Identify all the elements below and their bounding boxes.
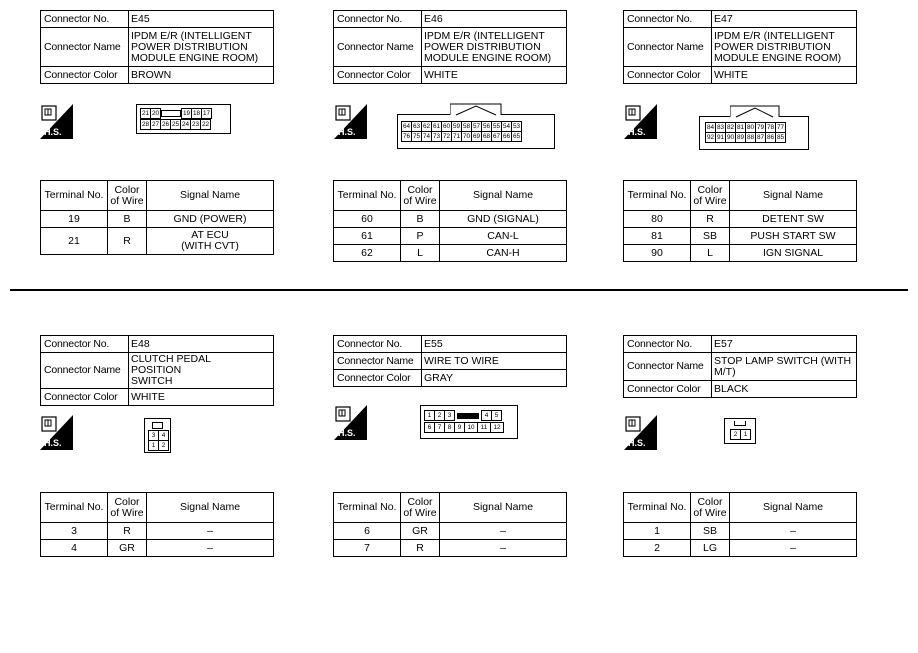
signal-cell: – bbox=[147, 523, 274, 540]
signal-name-header: Signal Name bbox=[730, 493, 857, 523]
pin: 59 bbox=[452, 123, 461, 130]
pin: 77 bbox=[776, 124, 785, 131]
pin: 90 bbox=[726, 134, 735, 141]
connector-name-label: Connector Name bbox=[41, 28, 129, 67]
signal-cell: – bbox=[730, 523, 857, 540]
terminal-no-header: Terminal No. bbox=[41, 493, 108, 523]
svg-text:H.S.: H.S. bbox=[628, 438, 646, 448]
connector-no-label: Connector No. bbox=[624, 336, 712, 353]
pin: 69 bbox=[472, 133, 481, 140]
connector-latch bbox=[152, 422, 163, 429]
table-row bbox=[624, 228, 857, 245]
wire-color-header: Color of Wire bbox=[691, 493, 730, 523]
table-row bbox=[41, 540, 274, 557]
harness-side-icon bbox=[40, 104, 73, 139]
signal-cell: – bbox=[440, 540, 567, 557]
connector-face-e48 bbox=[144, 418, 171, 453]
harness-side-icon bbox=[40, 415, 73, 450]
pin: 56 bbox=[482, 123, 491, 130]
signal-cell: CAN-H bbox=[440, 245, 567, 262]
pin: 76 bbox=[402, 133, 411, 140]
pin: 75 bbox=[412, 133, 421, 140]
connector-color-label: Connector Color bbox=[334, 67, 422, 84]
connector-name-value: STOP LAMP SWITCH (WITH M/T) bbox=[712, 353, 857, 381]
pin: 81 bbox=[736, 124, 745, 131]
pin-gap bbox=[161, 109, 182, 119]
connector-no-value: E45 bbox=[129, 11, 274, 28]
connector-info-table bbox=[333, 335, 567, 387]
pin: 3 bbox=[149, 431, 159, 441]
table-row bbox=[624, 245, 857, 262]
pin: 25 bbox=[171, 121, 180, 128]
connector-no-label: Connector No. bbox=[624, 11, 712, 28]
table-row bbox=[624, 523, 857, 540]
signal-cell: IGN SIGNAL bbox=[730, 245, 857, 262]
signal-table-e45 bbox=[40, 180, 274, 255]
pin: 91 bbox=[716, 134, 725, 141]
pin: 55 bbox=[492, 123, 501, 130]
connector-info-table bbox=[333, 10, 567, 84]
pin: 72 bbox=[442, 133, 451, 140]
connector-name-label: Connector Name bbox=[624, 28, 712, 67]
pin-grid bbox=[730, 429, 751, 440]
pin: 1 bbox=[741, 430, 751, 440]
terminal-no-header: Terminal No. bbox=[334, 493, 401, 523]
pin-grid bbox=[401, 121, 522, 142]
connector-no-value: E47 bbox=[712, 11, 857, 28]
signal-name-header: Signal Name bbox=[147, 181, 274, 211]
harness-side-icon bbox=[334, 104, 367, 139]
pin: 12 bbox=[491, 423, 504, 433]
connector-face-e47 bbox=[699, 116, 809, 150]
signal-name-header: Signal Name bbox=[730, 181, 857, 211]
connector-block-e45 bbox=[40, 10, 276, 84]
pin: 73 bbox=[432, 133, 441, 140]
connector-latch bbox=[730, 105, 780, 118]
signal-name-header: Signal Name bbox=[147, 493, 274, 523]
pin: 83 bbox=[716, 124, 725, 131]
svg-text:H.S.: H.S. bbox=[338, 428, 356, 438]
svg-text:H.S.: H.S. bbox=[44, 438, 62, 448]
terminal-cell: 90 bbox=[624, 245, 691, 262]
wire-color-header: Color of Wire bbox=[108, 493, 147, 523]
signal-cell: GND (POWER) bbox=[147, 211, 274, 228]
pin: 20 bbox=[151, 110, 160, 117]
harness-side-icon bbox=[624, 104, 657, 139]
pin: 85 bbox=[776, 134, 785, 141]
connector-color-value: WHITE bbox=[422, 67, 567, 84]
connector-color-value: BROWN bbox=[129, 67, 274, 84]
pin-grid bbox=[424, 422, 504, 433]
wire-cell: R bbox=[108, 228, 147, 255]
connector-color-label: Connector Color bbox=[624, 381, 712, 398]
connector-name-label: Connector Name bbox=[334, 353, 422, 370]
terminal-cell: 3 bbox=[41, 523, 108, 540]
connector-info-table bbox=[623, 10, 857, 84]
signal-table-e57 bbox=[623, 492, 857, 557]
terminal-no-header: Terminal No. bbox=[41, 181, 108, 211]
connector-info-table bbox=[40, 335, 274, 406]
terminal-cell: 81 bbox=[624, 228, 691, 245]
wire-cell: SB bbox=[691, 228, 730, 245]
signal-name-header: Signal Name bbox=[440, 181, 567, 211]
connector-block-e55 bbox=[333, 335, 569, 387]
pin: 6 bbox=[425, 423, 435, 433]
pin: 27 bbox=[151, 121, 160, 128]
connector-name-value: WIRE TO WIRE bbox=[422, 353, 567, 370]
svg-text:H.S.: H.S. bbox=[44, 127, 62, 137]
wire-cell: B bbox=[401, 211, 440, 228]
pin: 17 bbox=[202, 110, 211, 117]
connector-face-e55 bbox=[420, 405, 518, 439]
signal-cell: GND (SIGNAL) bbox=[440, 211, 567, 228]
wire-cell: SB bbox=[691, 523, 730, 540]
wire-cell: P bbox=[401, 228, 440, 245]
table-row bbox=[334, 523, 567, 540]
connector-block-e47 bbox=[623, 10, 859, 84]
terminal-cell: 19 bbox=[41, 211, 108, 228]
wire-cell: R bbox=[401, 540, 440, 557]
connector-name-value: IPDM E/R (INTELLIGENT POWER DISTRIBUTION MODULE ENGINE ROOM) bbox=[129, 28, 274, 67]
connector-block-e48 bbox=[40, 335, 276, 406]
connector-color-value: WHITE bbox=[129, 389, 274, 406]
pin: 82 bbox=[726, 124, 735, 131]
wire-color-header: Color of Wire bbox=[401, 181, 440, 211]
pin: 86 bbox=[766, 134, 775, 141]
wire-color-header: Color of Wire bbox=[108, 181, 147, 211]
pin: 89 bbox=[736, 134, 745, 141]
pin: 54 bbox=[502, 123, 511, 130]
connector-color-value: WHITE bbox=[712, 67, 857, 84]
connector-face-e45 bbox=[136, 104, 231, 134]
connector-name-value: IPDM E/R (INTELLIGENT POWER DISTRIBUTION MODULE ENGINE ROOM) bbox=[422, 28, 567, 67]
signal-cell: CAN-L bbox=[440, 228, 567, 245]
pin-grid bbox=[705, 122, 786, 143]
signal-name-header: Signal Name bbox=[440, 493, 567, 523]
signal-cell: – bbox=[440, 523, 567, 540]
pin: 66 bbox=[502, 133, 511, 140]
pin: 22 bbox=[201, 121, 210, 128]
signal-cell: PUSH START SW bbox=[730, 228, 857, 245]
wire-cell: LG bbox=[691, 540, 730, 557]
terminal-cell: 60 bbox=[334, 211, 401, 228]
terminal-cell: 62 bbox=[334, 245, 401, 262]
wire-color-header: Color of Wire bbox=[401, 493, 440, 523]
pin: 84 bbox=[706, 124, 715, 131]
pin: 5 bbox=[492, 411, 502, 421]
table-row bbox=[624, 211, 857, 228]
pin: 57 bbox=[472, 123, 481, 130]
connector-name-label: Connector Name bbox=[41, 353, 129, 389]
terminal-cell: 2 bbox=[624, 540, 691, 557]
connector-name-label: Connector Name bbox=[334, 28, 422, 67]
connector-color-value: BLACK bbox=[712, 381, 857, 398]
pin: 24 bbox=[181, 121, 190, 128]
pin: 92 bbox=[706, 134, 715, 141]
wire-cell: B bbox=[108, 211, 147, 228]
pin: 70 bbox=[462, 133, 471, 140]
pin: 21 bbox=[141, 110, 150, 117]
pin: 62 bbox=[422, 123, 431, 130]
pin-grid bbox=[148, 430, 169, 451]
terminal-no-header: Terminal No. bbox=[334, 181, 401, 211]
pin: 78 bbox=[766, 124, 775, 131]
pin: 1 bbox=[425, 411, 435, 421]
pin: 4 bbox=[159, 431, 169, 441]
signal-cell: – bbox=[147, 540, 274, 557]
terminal-cell: 7 bbox=[334, 540, 401, 557]
pin: 74 bbox=[422, 133, 431, 140]
pin: 19 bbox=[182, 110, 191, 117]
connector-no-value: E57 bbox=[712, 336, 857, 353]
terminal-cell: 61 bbox=[334, 228, 401, 245]
connector-latch bbox=[450, 103, 502, 116]
table-row bbox=[334, 540, 567, 557]
table-row bbox=[41, 523, 274, 540]
signal-table-e48 bbox=[40, 492, 274, 557]
pin: 80 bbox=[746, 124, 755, 131]
terminal-cell: 21 bbox=[41, 228, 108, 255]
connector-color-label: Connector Color bbox=[41, 67, 129, 84]
wire-cell: GR bbox=[108, 540, 147, 557]
signal-table-e55 bbox=[333, 492, 567, 557]
connector-color-label: Connector Color bbox=[334, 370, 422, 387]
pin: 64 bbox=[402, 123, 411, 130]
wire-cell: R bbox=[108, 523, 147, 540]
connector-no-label: Connector No. bbox=[334, 336, 422, 353]
signal-cell: – bbox=[730, 540, 857, 557]
connector-name-label: Connector Name bbox=[624, 353, 712, 381]
wire-cell: L bbox=[691, 245, 730, 262]
pin: 1 bbox=[149, 441, 159, 451]
terminal-no-header: Terminal No. bbox=[624, 493, 691, 523]
connector-block-e57 bbox=[623, 335, 859, 398]
signal-table-e47 bbox=[623, 180, 857, 262]
pin: 9 bbox=[455, 423, 465, 433]
terminal-cell: 1 bbox=[624, 523, 691, 540]
signal-cell: DETENT SW bbox=[730, 211, 857, 228]
pin: 8 bbox=[445, 423, 455, 433]
signal-cell: AT ECU (WITH CVT) bbox=[147, 228, 274, 255]
harness-side-icon bbox=[334, 405, 367, 440]
terminal-cell: 80 bbox=[624, 211, 691, 228]
pin-grid bbox=[140, 119, 211, 130]
pin: 58 bbox=[462, 123, 471, 130]
pin: 2 bbox=[731, 430, 741, 440]
pin: 63 bbox=[412, 123, 421, 130]
pin: 2 bbox=[159, 441, 169, 451]
connector-face-e57 bbox=[724, 418, 756, 444]
pin: 28 bbox=[141, 121, 150, 128]
connector-latch bbox=[734, 421, 746, 426]
connector-no-value: E48 bbox=[129, 336, 274, 353]
pin-grid bbox=[424, 410, 502, 421]
connector-color-label: Connector Color bbox=[624, 67, 712, 84]
pin: 61 bbox=[432, 123, 441, 130]
pin: 23 bbox=[191, 121, 200, 128]
pin: 26 bbox=[161, 121, 170, 128]
connector-no-value: E55 bbox=[422, 336, 567, 353]
pin: 7 bbox=[435, 423, 445, 433]
terminal-cell: 4 bbox=[41, 540, 108, 557]
pin: 10 bbox=[465, 423, 478, 433]
connector-face-e46 bbox=[397, 114, 555, 149]
table-row bbox=[334, 245, 567, 262]
table-row bbox=[624, 540, 857, 557]
pin: 4 bbox=[482, 411, 492, 421]
table-row bbox=[334, 211, 567, 228]
terminal-cell: 6 bbox=[334, 523, 401, 540]
pin: 3 bbox=[445, 411, 455, 421]
table-row bbox=[334, 228, 567, 245]
connector-name-value: IPDM E/R (INTELLIGENT POWER DISTRIBUTION MODULE ENGINE ROOM) bbox=[712, 28, 857, 67]
pin: 18 bbox=[192, 110, 201, 117]
pin: 11 bbox=[478, 423, 491, 433]
connector-no-label: Connector No. bbox=[41, 336, 129, 353]
svg-text:H.S.: H.S. bbox=[628, 127, 646, 137]
connector-no-value: E46 bbox=[422, 11, 567, 28]
pin-key bbox=[455, 411, 482, 421]
pin: 65 bbox=[512, 133, 521, 140]
wire-cell: R bbox=[691, 211, 730, 228]
section-divider bbox=[10, 289, 908, 291]
wire-color-header: Color of Wire bbox=[691, 181, 730, 211]
connector-name-value: CLUTCH PEDAL POSITION SWITCH bbox=[129, 353, 274, 389]
harness-side-icon bbox=[624, 415, 657, 450]
connector-info-table bbox=[40, 10, 274, 84]
svg-text:H.S.: H.S. bbox=[338, 127, 356, 137]
terminal-no-header: Terminal No. bbox=[624, 181, 691, 211]
pin: 71 bbox=[452, 133, 461, 140]
pin: 60 bbox=[442, 123, 451, 130]
wire-cell: GR bbox=[401, 523, 440, 540]
connector-no-label: Connector No. bbox=[41, 11, 129, 28]
wire-cell: L bbox=[401, 245, 440, 262]
pin: 68 bbox=[482, 133, 491, 140]
table-row bbox=[41, 211, 274, 228]
pin: 79 bbox=[756, 124, 765, 131]
pin: 67 bbox=[492, 133, 501, 140]
connector-color-label: Connector Color bbox=[41, 389, 129, 406]
pin: 2 bbox=[435, 411, 445, 421]
connector-info-table bbox=[623, 335, 857, 398]
connector-no-label: Connector No. bbox=[334, 11, 422, 28]
connector-block-e46 bbox=[333, 10, 569, 84]
pin-grid bbox=[140, 108, 212, 119]
pin: 87 bbox=[756, 134, 765, 141]
connector-color-value: GRAY bbox=[422, 370, 567, 387]
table-row bbox=[41, 228, 274, 255]
pin: 53 bbox=[512, 123, 521, 130]
signal-table-e46 bbox=[333, 180, 567, 262]
pin: 88 bbox=[746, 134, 755, 141]
